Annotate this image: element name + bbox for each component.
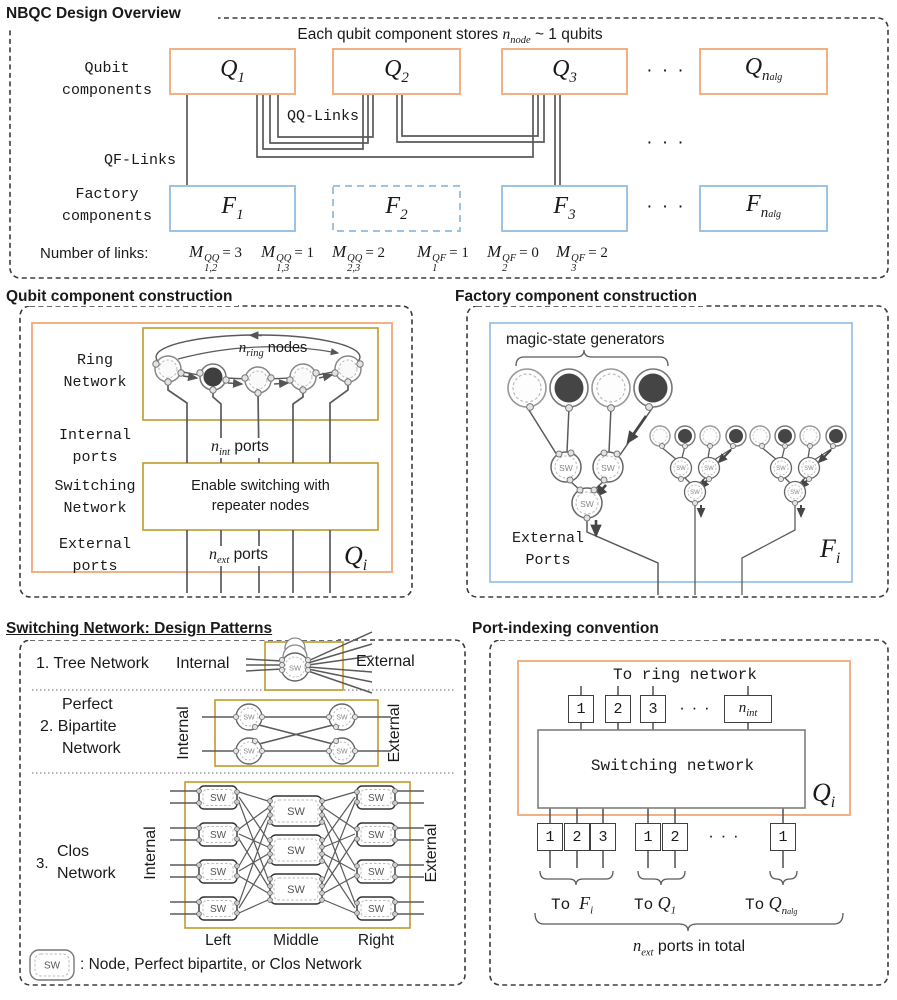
links-row-dots: · · ·: [646, 132, 686, 153]
svg-text:SW: SW: [336, 748, 348, 756]
clos-internal-label: Internal: [142, 826, 159, 880]
ext-port-q1-1: 1: [635, 823, 661, 851]
factory-external-ports-label: External Ports: [511, 530, 584, 569]
qn-label: $Q_{nalg}$: [744, 54, 783, 84]
q3-label: $Q_3$: [552, 56, 577, 86]
svg-text:SW: SW: [288, 663, 302, 673]
qubit-components-label: Qubit components: [61, 60, 152, 99]
qq-links-label: QQ-Links: [284, 108, 362, 125]
svg-text:SW: SW: [559, 463, 573, 473]
f3-label: $F_3$: [553, 193, 576, 223]
bipartite-network-diagram: [202, 700, 391, 766]
svg-text:SW: SW: [243, 748, 255, 756]
svg-text:SW: SW: [287, 845, 305, 857]
overview-title: NBQC Design Overview: [6, 5, 187, 23]
legend-sw-node: [30, 950, 74, 980]
fn-label: $F_{nalg}$: [746, 191, 781, 221]
svg-text:SW: SW: [367, 793, 385, 804]
svg-text:SW: SW: [601, 463, 615, 473]
clos-middle-label: Middle: [273, 932, 319, 949]
tree-internal-label: Internal: [176, 655, 230, 672]
f-row-dots: · · ·: [646, 196, 686, 217]
ext-port-dots: · · ·: [708, 826, 740, 845]
switching-box-text: Enable switching with repeater nodes: [191, 478, 330, 514]
svg-text:SW: SW: [209, 867, 227, 878]
number-of-links-label: Number of links:: [40, 245, 149, 262]
m-qf-2: M QF 2 = 0: [487, 242, 539, 274]
svg-text:SW: SW: [209, 830, 227, 841]
svg-text:SW: SW: [676, 466, 686, 472]
patterns-panel-title: Switching Network: Design Patterns: [6, 620, 278, 638]
int-port-2: 2: [605, 695, 631, 723]
overview-header: Each qubit component stores $n_{node}$ ~ 1 qubits: [297, 26, 603, 47]
ext-port-q1-2: 2: [662, 823, 688, 851]
qi-label: $Q_i$: [344, 541, 368, 575]
tree-external-label: External: [356, 653, 415, 670]
svg-text:SW: SW: [209, 904, 227, 915]
magic-state-generators-label: magic-state generators: [506, 331, 665, 348]
switching-network-label: Switching Network: [54, 478, 136, 517]
q2-label: $Q_2$: [384, 56, 409, 86]
f1-label: $F_1$: [221, 193, 244, 223]
int-port-n: $n_{int}$: [724, 695, 772, 723]
svg-text:SW: SW: [336, 714, 348, 722]
bipartite-label-1: Perfect: [62, 696, 113, 713]
tree-network-item-label: 1. Tree Network: [36, 655, 149, 672]
svg-text:SW: SW: [43, 960, 61, 972]
svg-text:SW: SW: [287, 884, 305, 896]
ext-port-f-1: 1: [537, 823, 563, 851]
ext-port-qn: 1: [770, 823, 796, 851]
svg-text:SW: SW: [367, 830, 385, 841]
to-ring-network-label: To ring network: [612, 666, 758, 684]
switching-network-text: Switching network: [590, 757, 755, 775]
q-row-dots: · · ·: [646, 60, 686, 81]
clos-external-label: External: [423, 823, 440, 883]
qf-links-label: QF-Links: [101, 152, 179, 169]
int-port-1: 1: [568, 695, 594, 723]
port-panel-title: Port-indexing convention: [472, 620, 665, 638]
to-fi-label: To $F_i$: [551, 893, 594, 917]
svg-text:SW: SW: [287, 806, 305, 818]
m-qf-1: M QF 1 = 1: [417, 242, 469, 274]
next-total-label: $n_{ext}$ ports in total: [632, 936, 746, 959]
nint-ports-label: $n_{int}$ ports: [208, 438, 272, 458]
legend-text: : Node, Perfect bipartite, or Clos Network: [80, 956, 362, 973]
ext-port-f-2: 2: [564, 823, 590, 851]
ext-port-f-3: 3: [590, 823, 616, 851]
internal-ports-label: Internal ports: [58, 427, 131, 466]
bipartite-label-3: Network: [62, 740, 121, 757]
external-ports-label: External ports: [58, 536, 131, 575]
clos-number-label: 3.: [36, 855, 49, 872]
m-qq-23: M QQ 2,3 = 2: [332, 242, 386, 274]
nring-nodes-label: $n_{ring}$ nodes: [238, 340, 308, 359]
m-qq-13: M QQ 1,3 = 1: [261, 242, 315, 274]
svg-text:SW: SW: [243, 714, 255, 722]
fi-label: $F_i$: [820, 534, 841, 568]
svg-text:SW: SW: [690, 490, 700, 496]
ring-network-label: Ring Network: [63, 352, 127, 391]
to-qn-label: To $Q_{nalg}$: [745, 893, 798, 917]
m-qf-3: M QF 3 = 2: [556, 242, 608, 274]
clos-right-label: Right: [357, 932, 395, 949]
clos-left-label: Left: [205, 932, 231, 949]
overview-wires: [187, 94, 560, 186]
svg-text:SW: SW: [790, 490, 800, 496]
m-qq-12: M QQ 1,2 = 3: [189, 242, 243, 274]
next-ports-label: $n_{ext}$ ports: [206, 546, 271, 566]
clos-label-2: Network: [57, 865, 116, 882]
clos-network-diagram: [170, 782, 424, 928]
port-qi-label: $Q_i$: [812, 778, 836, 812]
to-q1-label: To $Q_1$: [634, 893, 677, 917]
tree-network-diagram: [246, 632, 372, 693]
ring-node-dark: [200, 364, 226, 390]
svg-text:SW: SW: [367, 904, 385, 915]
f2-label: $F_2$: [385, 193, 408, 223]
bipartite-external-label: External: [386, 703, 403, 763]
svg-text:SW: SW: [776, 466, 786, 472]
int-port-dots: · · ·: [679, 698, 711, 717]
svg-text:SW: SW: [804, 466, 814, 472]
svg-text:SW: SW: [580, 499, 594, 509]
svg-text:SW: SW: [209, 793, 227, 804]
svg-text:SW: SW: [367, 867, 385, 878]
factory-panel-title: Factory component construction: [455, 288, 703, 306]
factory-components-label: Factory components: [61, 186, 152, 225]
bipartite-label-2: 2. Bipartite: [40, 718, 117, 735]
q1-label: $Q_1$: [220, 56, 245, 86]
int-port-3: 3: [640, 695, 666, 723]
svg-text:SW: SW: [704, 466, 714, 472]
clos-label-1: Clos: [57, 843, 90, 860]
bipartite-internal-label: Internal: [175, 706, 192, 760]
qubit-panel-title: Qubit component construction: [6, 288, 238, 306]
